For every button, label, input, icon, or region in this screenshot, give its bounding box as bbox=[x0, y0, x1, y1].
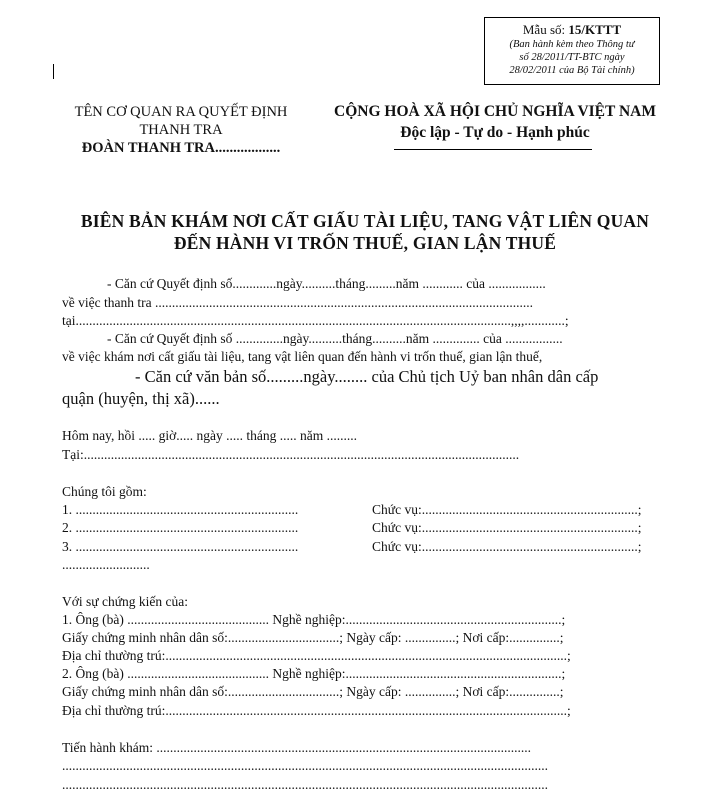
national-motto: Độc lập - Tự do - Hạnh phúc bbox=[400, 124, 590, 141]
basis-decision-1-place: tại.................................................................................................................................,,,,............; bbox=[62, 313, 569, 328]
witness-2-address: Địa chỉ thường trú:.......................................................................................................................; bbox=[62, 703, 571, 718]
agency-unit: THANH TRA bbox=[139, 122, 223, 138]
inspection-team: ĐOÀN THANH TRA.................. bbox=[81, 140, 281, 156]
form-number-box bbox=[484, 17, 660, 85]
text-cursor bbox=[53, 64, 54, 79]
basis-decision-2: - Căn cứ Quyết định số ..............ngày..........tháng..........năm .............. của ................. bbox=[107, 331, 563, 346]
proceed-cont-2: ................................................................................................................................................ bbox=[62, 777, 548, 792]
member-3: 3. .................................................................. bbox=[62, 539, 299, 554]
basis-decision-2-subject: về việc khám nơi cất giấu tài liệu, tang vật liên quan đến hành vi trốn thuế, gian lận thuế, bbox=[62, 349, 543, 364]
basis-document-3-cont: quận (huyện, thị xã)...... bbox=[62, 389, 220, 408]
agency-name: TÊN CƠ QUAN RA QUYẾT ĐỊNH bbox=[74, 104, 288, 120]
member-2-position: Chức vụ:................................................................; bbox=[372, 520, 642, 535]
member-2: 2. .................................................................. bbox=[62, 520, 299, 535]
member-1: 1. .................................................................. bbox=[62, 502, 299, 517]
witness-label: Với sự chứng kiến của: bbox=[62, 594, 188, 609]
proceed-cont-1: ................................................................................................................................................ bbox=[62, 758, 548, 773]
witness-1-name: 1. Ông (bà) .......................................... Nghề nghiệp:................................................................; bbox=[62, 612, 566, 627]
member-3-position: Chức vụ:................................................................; bbox=[372, 539, 642, 554]
date-time-line: Hôm nay, hồi ..... giờ..... ngày ..... tháng ..... năm ......... bbox=[62, 428, 357, 443]
member-1-position: Chức vụ:................................................................; bbox=[372, 502, 642, 517]
witness-2-name: 2. Ông (bà) .......................................... Nghề nghiệp:................................................................; bbox=[62, 666, 566, 681]
document-title-line2: ĐẾN HÀNH VI TRỐN THUẾ, GIAN LẬN THUẾ bbox=[173, 233, 557, 253]
motto-underline bbox=[394, 149, 592, 150]
members-more: .......................... bbox=[62, 557, 150, 572]
witness-1-address: Địa chỉ thường trú:.......................................................................................................................; bbox=[62, 648, 571, 663]
country-name: CỘNG HOÀ XÃ HỘI CHỦ NGHĨA VIỆT NAM bbox=[334, 103, 656, 120]
document-title-line1: BIÊN BẢN KHÁM NƠI CẤT GIẤU TÀI LIỆU, TANG VẬT LIÊN QUAN bbox=[80, 211, 650, 231]
basis-document-3: - Căn cứ văn bản số.........ngày........ của Chủ tịch Uỷ ban nhân dân cấp bbox=[135, 367, 599, 386]
witness-2-id: Giấy chứng minh nhân dân số:.................................; Ngày cấp: ...............; Nơi cấp:...............; bbox=[62, 684, 564, 699]
proceed-line: Tiến hành khám: ............................................................................................................... bbox=[62, 740, 531, 755]
witness-1-id: Giấy chứng minh nhân dân số:.................................; Ngày cấp: ...............; Nơi cấp:...............; bbox=[62, 630, 564, 645]
basis-decision-1-subject: về việc thanh tra ................................................................................................................ bbox=[62, 295, 533, 310]
basis-decision-1: - Căn cứ Quyết định số.............ngày..........tháng.........năm ............ của ................. bbox=[107, 276, 546, 291]
place-line: Tại:................................................................................................................................. bbox=[62, 447, 520, 462]
form-code: Mẫu số: 15/KTTT bbox=[522, 22, 622, 37]
members-label: Chúng tôi gồm: bbox=[62, 484, 147, 499]
form-issuance-note: (Ban hành kèm theo Thông tư số 28/2011/TT-BTC ngày 28/02/2011 của Bộ Tài chính) bbox=[509, 39, 635, 76]
